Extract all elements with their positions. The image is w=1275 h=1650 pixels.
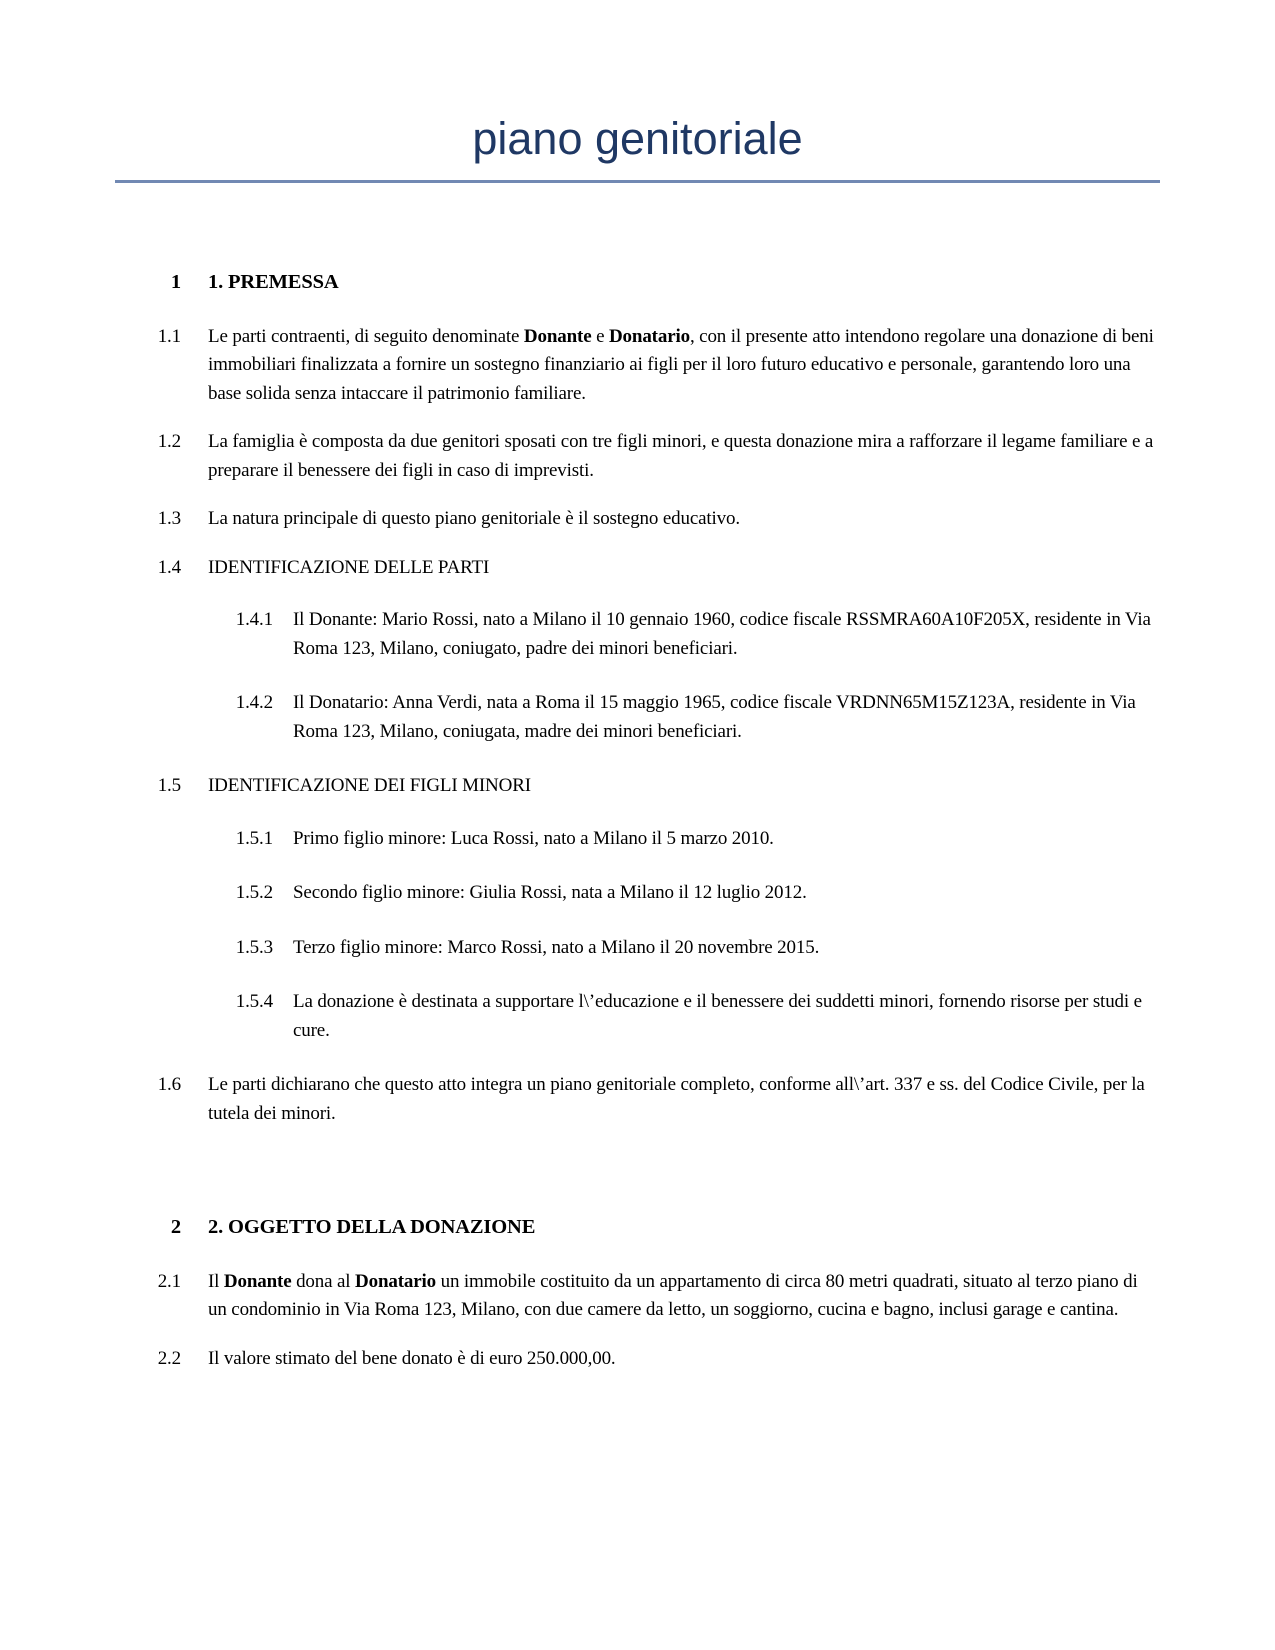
item-text: Terzo figlio minore: Marco Rossi, nato a Milano il 20 novembre 2015. [293, 936, 820, 958]
item-text: Il Donatario: Anna Verdi, nata a Roma il 15 maggio 1965, codice fiscale VRDNN65M15Z123A, residente in Via Roma 123, Milano, coniugata, madre dei minori beneficiari. [293, 692, 1136, 742]
item-number: 1.3 [157, 508, 181, 529]
item-text: Il Donante dona al Donatario un immobile costituito da un appartamento di circa 80 metri quadrati, situato al terzo piano di un condominio in Via Roma 123, Milano, con due camere da letto, un soggiorno, cucina e bagno, inclusi garage e cantina. [208, 1270, 1138, 1320]
list-item-1-3 [115, 505, 1160, 534]
item-text: Le parti contraenti, di seguito denominate Donante e Donatario, con il presente atto intendono regolare una donazione di beni immobiliari finalizzata a fornire un sostegno finanziario ai figli per il loro futuro educativo e personale, garantendo loro una base solida senza intaccare il patrimonio familiare. [208, 325, 1154, 404]
list-item-1-5-1 [115, 825, 1160, 854]
section-heading-1-5 [115, 772, 1160, 801]
item-number: 1.4 [157, 556, 181, 578]
item-number: 1.5.2 [235, 882, 273, 903]
item-text: Le parti dichiarano che questo atto integra un piano genitoriale completo, conforme all\’art. 337 e ss. del Codice Civile, per la tutela dei minori. [208, 1074, 1145, 1124]
item-number: 1.5.3 [235, 936, 273, 958]
section-heading-1 [115, 268, 1160, 297]
item-number: 2 [170, 1216, 181, 1238]
list-item-1-4-2 [115, 689, 1160, 746]
document-title: piano genitoriale [115, 0, 1160, 183]
item-text: 1. PREMESSA [208, 271, 339, 293]
item-number: 1.4.1 [235, 609, 273, 630]
list-item-1-5-2 [115, 879, 1160, 908]
list-item-1-6 [115, 1071, 1160, 1128]
item-text: IDENTIFICAZIONE DEI FIGLI MINORI [208, 775, 531, 796]
item-number: 1.6 [157, 1074, 181, 1095]
item-number: 1.5.4 [235, 991, 273, 1012]
document-body [115, 268, 1160, 1373]
item-text: Il Donante: Mario Rossi, nato a Milano il 10 gennaio 1960, codice fiscale RSSMRA60A10F205X, residente in Via Roma 123, Milano, coniugato, padre dei minori beneficiari. [293, 609, 1151, 659]
item-text: IDENTIFICAZIONE DELLE PARTI [208, 556, 490, 578]
item-text: La natura principale di questo piano genitoriale è il sostegno educativo. [208, 508, 740, 529]
list-item-1-4-1 [115, 606, 1160, 663]
item-number: 1.4.2 [235, 692, 273, 713]
list-item-1-5-3 [115, 934, 1160, 963]
list-item-1-1 [115, 323, 1160, 409]
list-item-2-2 [115, 1345, 1160, 1374]
list-item-1-2 [115, 428, 1160, 485]
item-text: Primo figlio minore: Luca Rossi, nato a Milano il 5 marzo 2010. [293, 827, 774, 849]
item-number: 2.1 [157, 1270, 181, 1292]
item-text: 2. OGGETTO DELLA DONAZIONE [208, 1216, 536, 1238]
item-number: 1.5 [157, 775, 181, 796]
item-number: 1.1 [157, 325, 181, 347]
section-heading-2 [115, 1213, 1160, 1242]
item-number: 1 [170, 271, 181, 293]
item-text: Secondo figlio minore: Giulia Rossi, nata a Milano il 12 luglio 2012. [293, 882, 807, 903]
item-number: 1.2 [157, 431, 181, 452]
item-text: Il valore stimato del bene donato è di euro 250.000,00. [208, 1347, 616, 1369]
section-heading-1-4 [115, 554, 1160, 583]
list-item-1-5-4 [115, 988, 1160, 1045]
item-text: La donazione è destinata a supportare l\’educazione e il benessere dei suddetti minori, fornendo risorse per studi e cure. [293, 991, 1142, 1041]
item-number: 2.2 [157, 1347, 181, 1369]
list-item-2-1 [115, 1268, 1160, 1325]
item-text: La famiglia è composta da due genitori sposati con tre figli minori, e questa donazione mira a rafforzare il legame familiare e a preparare il benessere dei figli in caso di imprevisti. [208, 431, 1154, 481]
item-number: 1.5.1 [235, 827, 273, 849]
